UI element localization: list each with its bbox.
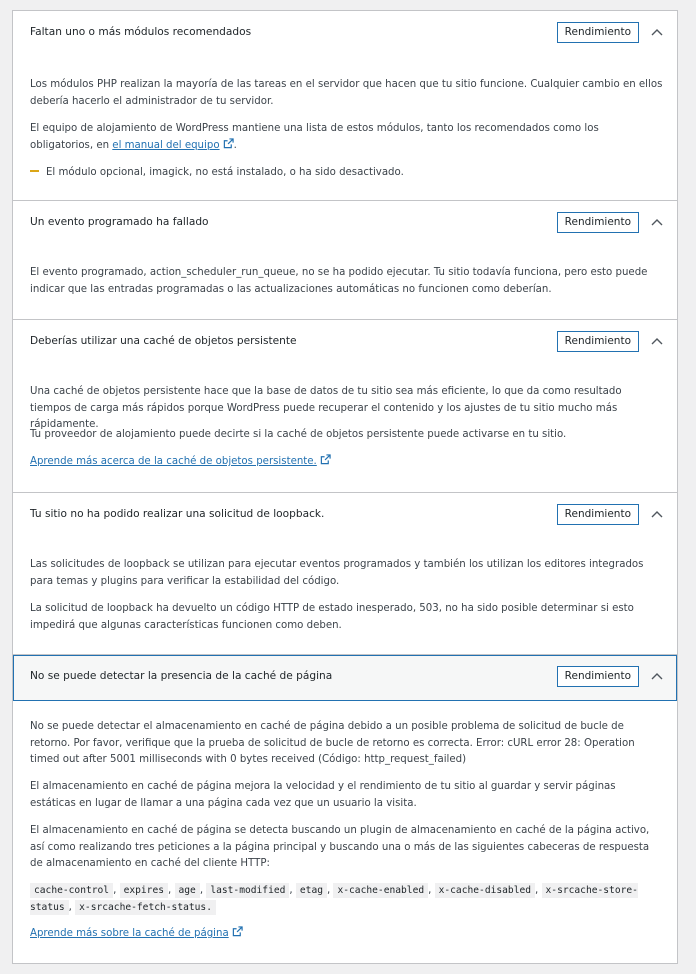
performance-badge[interactable]: Rendimiento: [557, 331, 639, 352]
description: Tu proveedor de alojamiento puede decirte si la caché de objetos persistente puede activarse en tu sitio.: [30, 429, 567, 440]
description: Las solicitudes de loopback se utilizan para ejecutar eventos programados y también los utilizan los editores integrados para temas y plugins para verificar la estabilidad del código.: [30, 559, 644, 587]
header-code: expires: [120, 883, 168, 898]
header-code: cache-control: [30, 883, 113, 898]
object-cache-learn-more-link[interactable]: Aprende más acerca de la caché de objetos persistente.: [30, 456, 317, 467]
description: El almacenamiento en caché de página se detecta buscando un plugin de almacenamiento en caché de la página activo, así como realizando tres peticiones a la página principal y buscando una o más de las siguientes cabeceras de respuesta de almacenamiento en caché del cliente HTTP:: [30, 825, 650, 869]
description: Una caché de objetos persistente hace que la base de datos de tu sitio sea más eficiente, lo que da como resultado tiempos de carga más rápidos porque WordPress puede recuperar el contenido y los ajustes de tu sitio mucho más rápidamente.: [30, 386, 622, 430]
header-code: x-srcache-fetch-status.: [75, 900, 216, 915]
panel-header[interactable]: [13, 320, 677, 366]
panel-title: Faltan uno o más módulos recomendados: [30, 26, 252, 38]
header-code: last-modified: [206, 883, 289, 898]
external-link-icon: [320, 454, 331, 465]
external-link-icon: [232, 926, 243, 937]
panel-title: Tu sitio no ha podido realizar una solicitud de loopback.: [30, 508, 325, 520]
panel-loopback: [12, 492, 678, 655]
panel-title: Deberías utilizar una caché de objetos persistente: [30, 335, 297, 347]
performance-badge[interactable]: Rendimiento: [557, 22, 639, 43]
panel-scheduled-event: [12, 200, 678, 320]
chevron-up-icon[interactable]: [647, 505, 667, 525]
panel-object-cache: [12, 319, 678, 493]
external-link-icon: [223, 138, 234, 149]
panel-header[interactable]: [13, 11, 677, 57]
panel-header[interactable]: [13, 201, 677, 247]
page-cache-learn-more-link[interactable]: Aprende más sobre la caché de página: [30, 928, 229, 939]
description: No se puede detectar el almacenamiento en caché de página debido a un posible problema de solicitud de bucle de retorno. Por favor, verifique que la prueba de solicitud de bucle de retorno es correcta. Error: cURL error 28: Operation timed out after 5001 milliseconds with 0 bytes received (Código: http_request_failed): [30, 721, 635, 765]
learn-more-row: [30, 926, 663, 943]
panel-title: No se puede detectar la presencia de la caché de página: [30, 670, 333, 682]
panel-header[interactable]: [13, 655, 677, 701]
warning-dash-icon: [30, 170, 39, 172]
chevron-up-icon[interactable]: [647, 213, 667, 233]
cache-headers-list: cache-control , expires , age , last-modified , etag , x-cache-enabled , x-cache-disabled , x-srcache-store-status , x-srcache-fetch-status.: [30, 885, 638, 913]
header-code: x-srcache-store-status: [30, 885, 638, 913]
description: El almacenamiento en caché de página mejora la velocidad y el rendimiento de tu sitio al guardar y servir páginas estáticas en lugar de llamar a una página cada vez que un usuario la visita.: [30, 781, 616, 809]
panel-title: Un evento programado ha fallado: [30, 216, 209, 228]
description: El equipo de alojamiento de WordPress mantiene una lista de estos módulos, tanto los recomendados como los obligatorios, en el manual del equipo .: [30, 123, 599, 151]
performance-badge[interactable]: Rendimiento: [557, 504, 639, 525]
chevron-up-icon[interactable]: [647, 23, 667, 43]
performance-badge[interactable]: Rendimiento: [557, 212, 639, 233]
performance-badge[interactable]: Rendimiento: [557, 666, 639, 687]
header-code: age: [175, 883, 200, 898]
panel-header[interactable]: [13, 493, 677, 539]
header-code: etag: [296, 883, 327, 898]
description: La solicitud de loopback ha devuelto un código HTTP de estado inesperado, 503, no ha sido posible determinar si esto impedirá que algunas características funcionen como deben.: [30, 603, 634, 631]
header-code: x-cache-enabled: [333, 883, 428, 898]
panel-missing-modules: [12, 10, 678, 201]
team-handbook-link[interactable]: el manual del equipo: [112, 139, 220, 151]
chevron-up-icon[interactable]: [647, 332, 667, 352]
description: El evento programado, action_scheduler_run_queue, no se ha podido ejecutar. Tu sitio todavía funciona, pero esto puede indicar que las entradas programadas o las actualizaciones automáticas no funcionen como deberían.: [30, 267, 648, 295]
description: Los módulos PHP realizan la mayoría de las tareas en el servidor que hacen que tu sitio funcione. Cualquier cambio en ellos debería hacerlo el administrador de tu servidor.: [30, 79, 663, 107]
chevron-up-icon[interactable]: [647, 667, 667, 687]
warning-item: El módulo opcional, imagick, no está instalado, o ha sido desactivado.: [30, 165, 663, 182]
learn-more-row: [30, 454, 663, 471]
panel-page-cache: [12, 654, 678, 964]
header-code: x-cache-disabled: [435, 883, 535, 898]
